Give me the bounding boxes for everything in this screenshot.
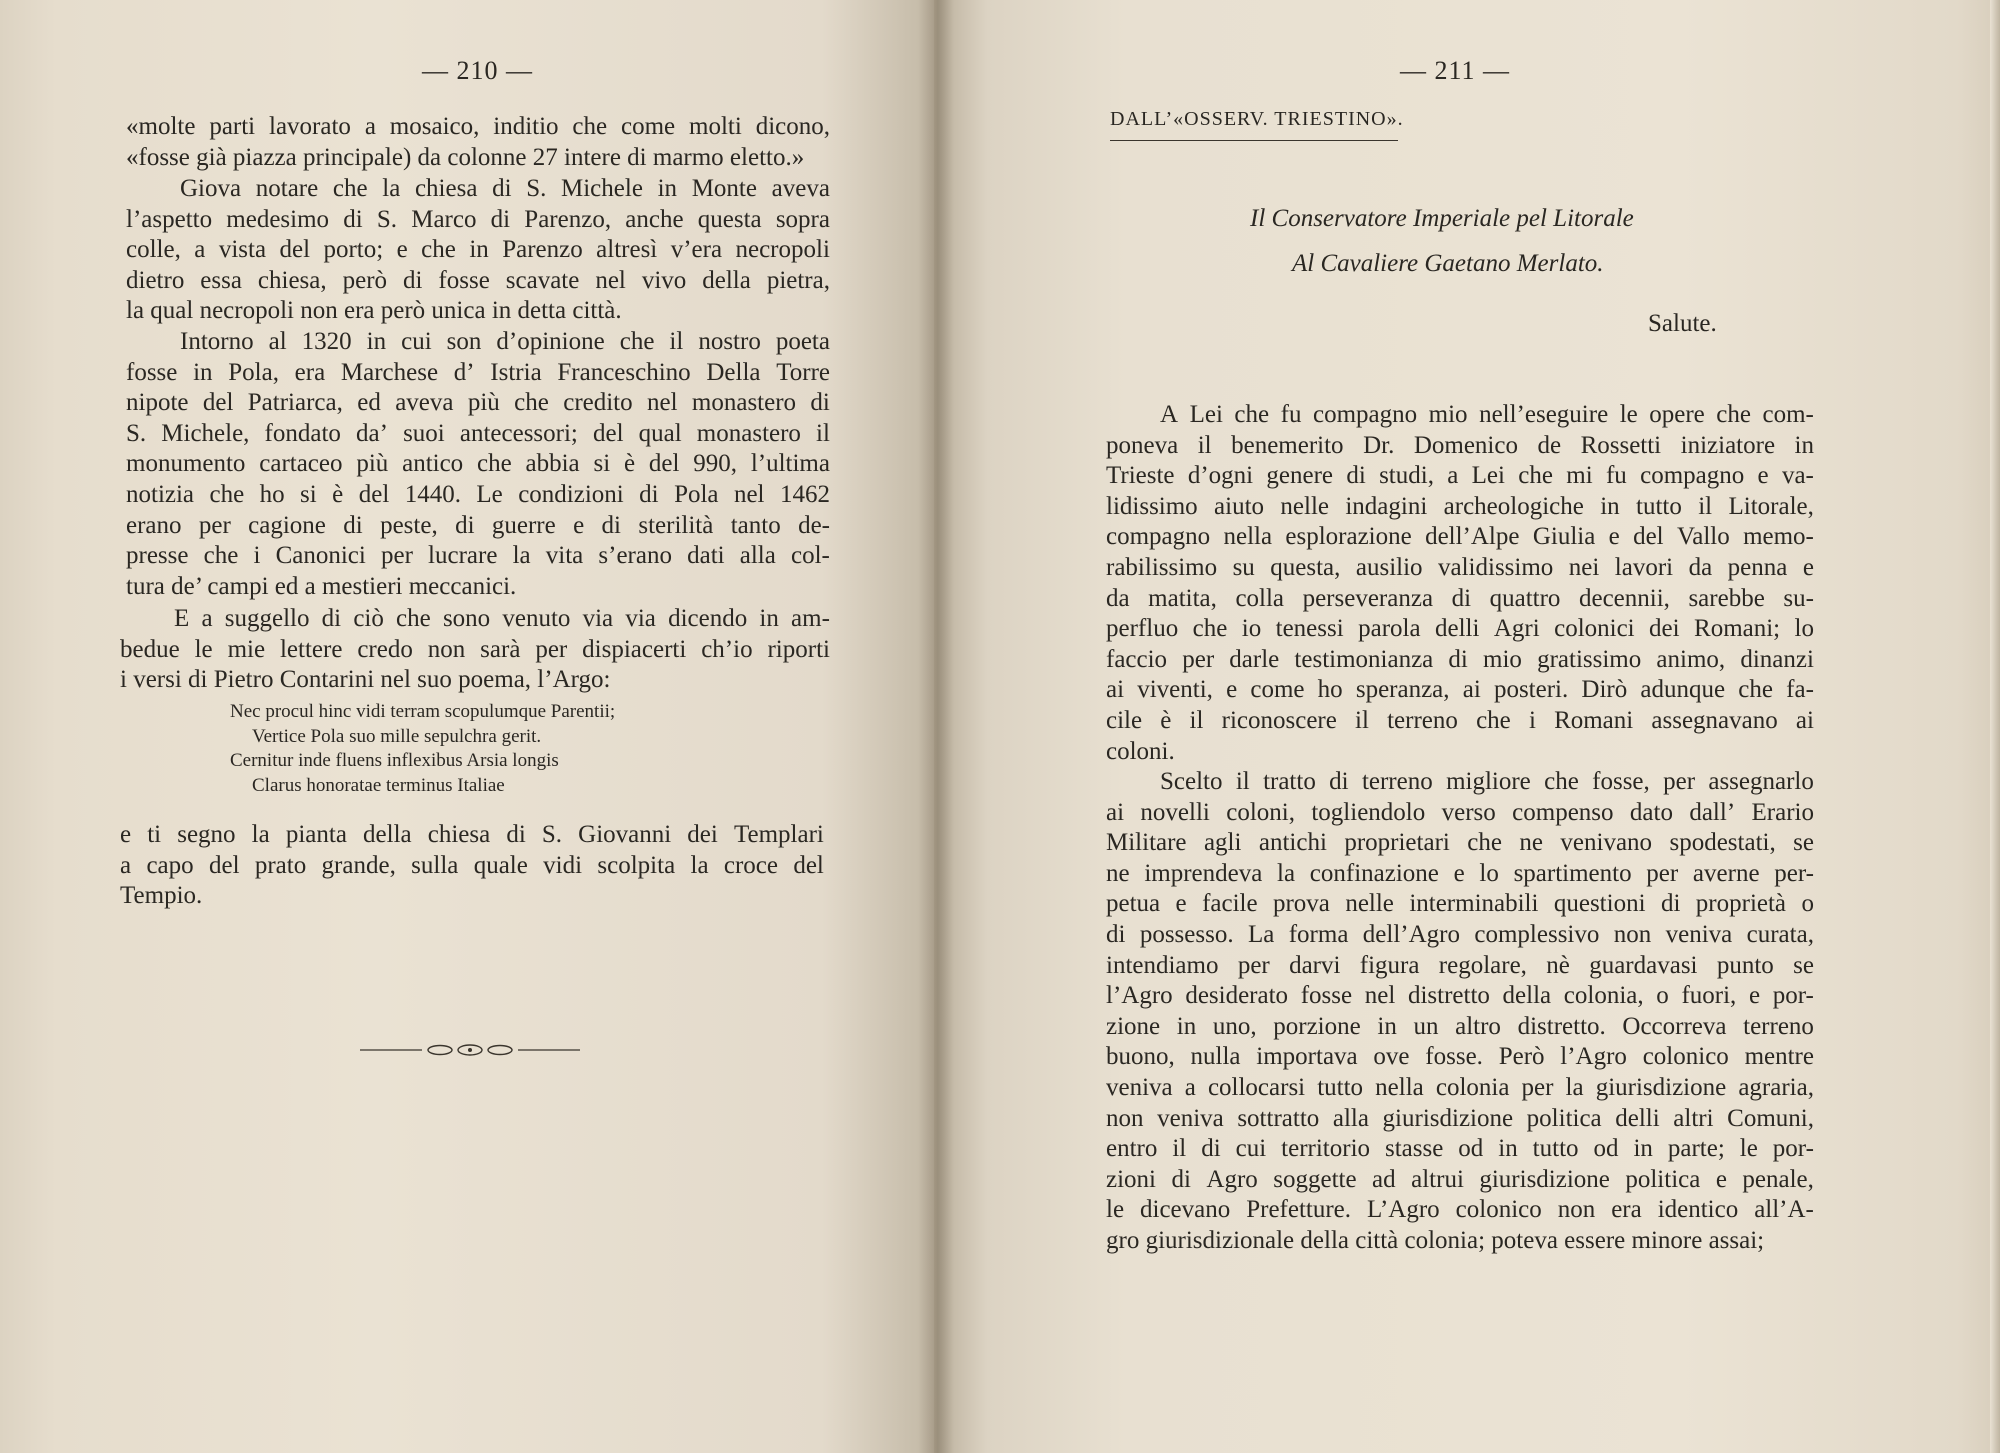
text-line: rabilissimo su questa, ausilio validissimo nei lavori da penna e (1106, 553, 1814, 581)
text-line: buono, nulla importava ove fosse. Però l’Agro colonico mentre (1106, 1043, 1814, 1071)
salutation: Salute. (1648, 310, 1717, 337)
text-line: ai viventi, e come ho speranza, ai posteri. Dirò adunque che fa- (1106, 676, 1814, 704)
text-line: zioni di Agro soggette ad altrui giurisdizione politica e penale, (1106, 1165, 1814, 1193)
latin-verse (230, 700, 615, 798)
right-paragraph-2 (1106, 767, 1814, 1257)
text-line: cile è il riconoscere il terreno che i Romani assegnavano ai (1106, 706, 1814, 734)
text-line: monumento cartaceo più antico che abbia si è del 990, l’ultima (126, 450, 830, 478)
text-line: da matita, colla perseveranza di quattro decennii, sarebbe su- (1106, 584, 1814, 612)
address-line-1: Il Conservatore Imperiale pel Litorale (1250, 205, 1634, 232)
text-line: presse che i Canonici per lucrare la vita s’erano dati alla col- (126, 542, 830, 570)
text-line: perfluo che io tenessi parola delli Agri colonici dei Romani; lo (1106, 615, 1814, 643)
text-line: intendiamo per darvi figura regolare, nè guardavasi punto se (1106, 951, 1814, 979)
text-line: zione in uno, porzione in un altro distretto. Occorreva terreno (1106, 1012, 1814, 1040)
verse-line: Vertice Pola suo mille sepulchra gerit. (252, 725, 542, 747)
text-line: petua e facile prova nelle interminabili questioni di proprietà o (1106, 890, 1814, 918)
text-line: dietro essa chiesa, però di fosse scavate nel vivo della pietra, (126, 266, 830, 294)
text-line: Trieste d’ogni genere di studi, a Lei che mi fu compagno e va- (1106, 462, 1814, 490)
text-line: Militare agli antichi proprietari che ne venivano spodestati, se (1106, 829, 1814, 857)
text-line: ne imprendeva la confinazione e lo spartimento per averne per- (1106, 859, 1814, 887)
left-paragraph-3 (126, 327, 830, 602)
text-line: faccio per darle testimonianza di mio gratissimo animo, dinanzi (1106, 645, 1814, 673)
text-line: «molte parti lavorato a mosaico, inditio che come molti dicono, (126, 113, 830, 140)
text-line: a capo del prato grande, sulla quale vidi scolpita la croce del (120, 851, 824, 879)
text-line: compagno nella esplorazione dell’Alpe Giulia e del Vallo memo- (1106, 523, 1814, 551)
verse-line: Nec procul hinc vidi terram scopulumque Parentii; (230, 701, 616, 722)
text-line: tura de’ campi ed a mestieri meccanici. (126, 572, 517, 600)
left-paragraph-5 (120, 820, 824, 912)
left-paragraph-4 (120, 604, 830, 696)
text-line: la qual necropoli non era però unica in detta città. (126, 297, 622, 325)
text-line: gro giurisdizionale della città colonia; poteva essere minore assai; (1106, 1226, 1765, 1254)
text-line: poneva il benemerito Dr. Domenico de Rossetti iniziatore in (1106, 431, 1814, 459)
text-line: fosse in Pola, era Marchese d’ Istria Franceschino Della Torre (126, 358, 830, 386)
book-gutter (918, 0, 954, 1453)
text-line: coloni. (1106, 737, 1175, 765)
text-line: notizia che ho si è del 1440. Le condizioni di Pola nel 1462 (126, 480, 830, 508)
running-head-rule (1110, 140, 1398, 141)
text-line: «fosse già piazza principale) da colonne 27 intere di marmo eletto.» (126, 143, 805, 171)
text-line: erano per cagione di peste, di guerre e di sterilità tanto de- (126, 511, 830, 539)
text-line: i versi di Pietro Contarini nel suo poema, l’Argo: (120, 666, 611, 694)
page-number-right: — 211 — (1400, 56, 1511, 85)
text-line: le dicevano Prefetture. L’Agro colonico non era identico all’A- (1106, 1196, 1814, 1224)
text-line: Scelto il tratto di terreno migliore che fosse, per assegnarlo (1160, 768, 1814, 795)
text-line: nipote del Patriarca, ed aveva più che credito nel monastero di (126, 389, 830, 417)
text-line: S. Michele, fondato da’ suoi antecessori; del qual monastero il (126, 419, 830, 447)
text-line: l’aspetto medesimo di S. Marco di Parenzo, anche questa sopra (126, 205, 830, 233)
page-edge (1990, 0, 2000, 1453)
text-line: veniva a collocarsi tutto nella colonia per la giurisdizione agraria, (1106, 1073, 1814, 1101)
text-line: entro il di cui territorio stasse od in tutto od in parte; le por- (1106, 1135, 1814, 1163)
page-number-left: — 210 — (422, 56, 533, 85)
address-line-2: Al Cavaliere Gaetano Merlato. (1292, 250, 1604, 277)
running-head: DALL’«OSSERV. TRIESTINO». (1110, 108, 1404, 130)
text-line: A Lei che fu compagno mio nell’eseguire le opere che com- (1160, 401, 1814, 428)
text-line: di possesso. La forma dell’Agro complessivo non veniva curata, (1106, 920, 1814, 948)
text-line: Intorno al 1320 in cui son d’opinione che il nostro poeta (180, 328, 830, 355)
text-line: non veniva sottratto alla giurisdizione politica delli altri Comuni, (1106, 1104, 1814, 1132)
left-paragraph-2 (126, 174, 830, 327)
text-line: Giova notare che la chiesa di S. Michele in Monte aveva (180, 175, 830, 202)
left-paragraph-1 (126, 112, 830, 173)
text-line: bedue le mie lettere credo non sarà per dispiacerti ch’io riporti (120, 635, 830, 663)
verse-line: Clarus honoratae terminus Italiae (252, 774, 505, 796)
text-line: E a suggello di ciò che sono venuto via via dicendo in am- (174, 605, 830, 632)
verse-line: Cernitur inde fluens inflexibus Arsia longis (230, 750, 559, 771)
text-line: ai novelli coloni, togliendolo verso compenso dato dall’ Erario (1106, 798, 1814, 826)
text-line: e ti segno la pianta della chiesa di S. Giovanni dei Templari (120, 821, 824, 848)
section-ornament-icon (360, 1042, 580, 1058)
text-line: lidissimo aiuto nelle indagini archeologiche in tutto il Litorale, (1106, 492, 1814, 520)
text-line: Tempio. (120, 882, 203, 910)
text-line: colle, a vista del porto; e che in Parenzo altresì v’era necropoli (126, 236, 830, 264)
text-line: l’Agro desiderato fosse nel distretto della colonia, o fuori, e por- (1106, 982, 1814, 1010)
right-paragraph-1 (1106, 400, 1814, 767)
